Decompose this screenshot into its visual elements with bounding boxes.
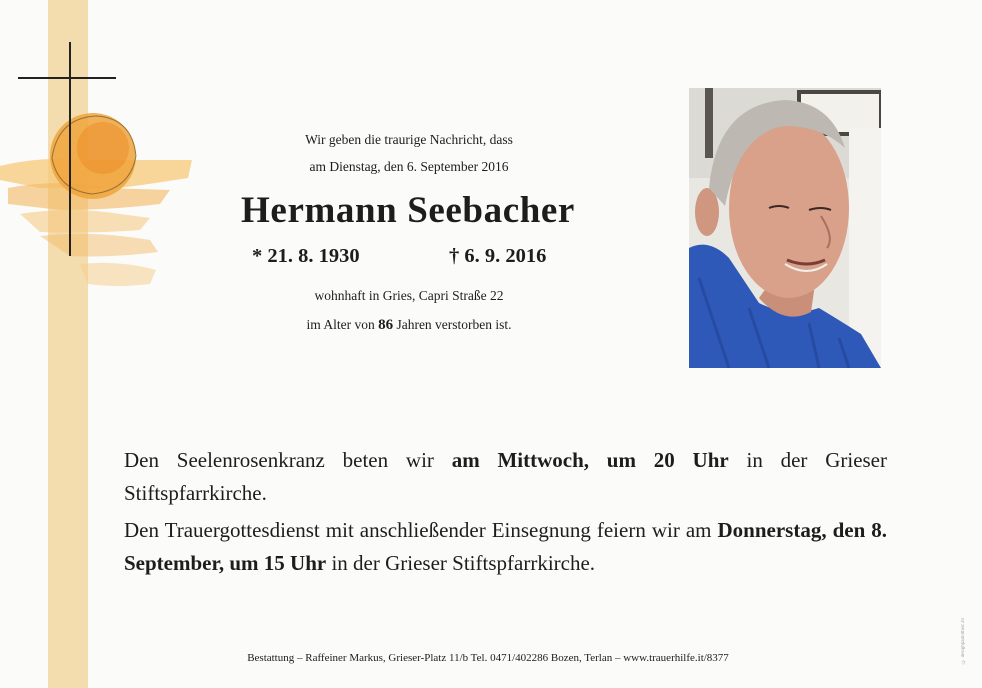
age-value: 86 bbox=[378, 317, 394, 333]
funeral-home-footer: Bestattung – Raffeiner Markus, Grieser-Platz 11/b Tel. 0471/402286 Bozen, Terlan – www.trauerhilfe.it/8377 bbox=[247, 652, 729, 664]
rosary-paragraph bbox=[124, 444, 887, 510]
intro-line-1: Wir geben die traurige Nachricht, dass bbox=[305, 132, 513, 147]
cross-sun-icon bbox=[0, 38, 200, 298]
portrait-photo bbox=[689, 88, 881, 368]
rosary-text-2: in der Grieser Stiftspfarrkirche. bbox=[124, 448, 887, 505]
rosary-text-1: Den Seelenrosenkranz beten wir bbox=[124, 448, 434, 472]
death-date: † 6. 9. 2016 bbox=[449, 245, 547, 267]
funeral-mass-paragraph bbox=[124, 514, 887, 580]
intro-line-2: am Dienstag, den 6. September 2016 bbox=[309, 159, 509, 174]
residence-line: wohnhaft in Gries, Capri Straße 22 bbox=[314, 288, 504, 303]
mass-text-2: in der Grieser Stiftspfarrkirche. bbox=[331, 551, 596, 575]
designer-credit: © designpadoltheit 20 bbox=[961, 618, 966, 664]
deceased-name: Hermann Seebacher bbox=[241, 190, 575, 231]
age-prefix: im Alter von bbox=[306, 317, 375, 332]
mass-text-1: Den Trauergottesdienst mit anschließender Einsegnung feiern wir am bbox=[124, 518, 712, 542]
age-line bbox=[205, 317, 613, 334]
birth-date: * 21. 8. 1930 bbox=[252, 245, 360, 267]
mass-time: Donnerstag, den 8. September, um 15 Uhr bbox=[124, 518, 887, 575]
age-suffix: Jahren verstorben ist. bbox=[396, 317, 512, 332]
rosary-time: am Mittwoch, um 20 Uhr bbox=[451, 448, 729, 472]
